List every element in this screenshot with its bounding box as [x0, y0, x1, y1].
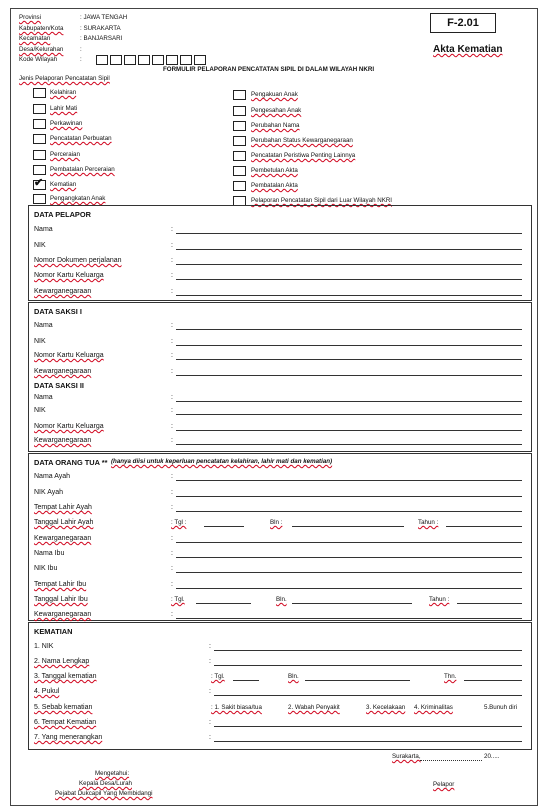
- checkbox-0[interactable]: [33, 88, 46, 98]
- field-label: Nomor Kartu Keluarga: [34, 272, 104, 279]
- kode-wilayah-box[interactable]: [194, 55, 206, 65]
- date-tgl: : Tgl.: [211, 673, 225, 680]
- header-field-label: Kabupaten/Kota: [19, 25, 64, 32]
- field-label: Kewarganegaraan: [34, 611, 92, 618]
- field-colon: :: [171, 581, 173, 588]
- date-tahun-line[interactable]: [446, 526, 522, 527]
- field-label: Nama Ibu: [34, 550, 65, 557]
- kematian-title: KEMATIAN: [34, 627, 73, 636]
- date-bln-line[interactable]: [305, 680, 410, 681]
- header-field-label: Desa/Kelurahan: [19, 46, 64, 53]
- checkbox-right-3[interactable]: [233, 136, 246, 146]
- checkbox-right-0[interactable]: [233, 90, 246, 100]
- field-input-line[interactable]: [176, 345, 522, 346]
- checkbox-right-4[interactable]: [233, 151, 246, 161]
- field-colon: :: [171, 394, 173, 401]
- field-input-line[interactable]: [176, 542, 522, 543]
- date-bln: Bln.: [288, 673, 299, 680]
- checkbox-right-2[interactable]: [233, 121, 246, 131]
- field-colon: :: [209, 643, 211, 650]
- date-tgl-line[interactable]: [196, 603, 251, 604]
- field-input-line[interactable]: [176, 511, 522, 512]
- field-colon: :: [209, 734, 211, 741]
- field-label: Nomor Dokumen perjalanan: [34, 257, 122, 264]
- field-label: 2. Nama Lengkap: [34, 658, 90, 665]
- field-colon: :: [171, 338, 173, 345]
- field-colon: :: [171, 322, 173, 329]
- field-input-line[interactable]: [176, 557, 522, 558]
- kode-wilayah-box[interactable]: [152, 55, 164, 65]
- header-field-value: :: [80, 46, 82, 53]
- kode-wilayah-box[interactable]: [110, 55, 122, 65]
- checkbox-7[interactable]: [33, 194, 46, 204]
- field-colon: :: [171, 489, 173, 496]
- kode-wilayah-box[interactable]: [96, 55, 108, 65]
- field-input-line[interactable]: [176, 329, 522, 330]
- kepala-label: Kepala Desa/Lurah: [79, 780, 132, 787]
- saksi1-title: DATA SAKSI I: [34, 307, 82, 316]
- sebab-option[interactable]: 3. Kecelakaan: [366, 704, 406, 711]
- checkbox-4[interactable]: [33, 150, 46, 160]
- field-input-line[interactable]: [176, 359, 522, 360]
- header-field-label: Provinsi: [19, 14, 42, 21]
- field-input-line[interactable]: [176, 249, 522, 250]
- field-label: NIK: [34, 242, 46, 249]
- field-label: Kewarganegaraan: [34, 368, 92, 375]
- checkbox-label: Pembetulan Akta: [251, 167, 298, 174]
- checkbox-label: Pencatatan Peristiwa Penting Lainnya: [251, 152, 356, 159]
- header-field-value: :: [80, 56, 82, 63]
- checkbox-6[interactable]: [33, 177, 46, 190]
- kode-wilayah-box[interactable]: [166, 55, 178, 65]
- field-input-line[interactable]: [176, 295, 522, 296]
- field-input-line[interactable]: [214, 741, 522, 742]
- place-date: Surakarta,: [392, 753, 421, 760]
- field-input-line[interactable]: [176, 430, 522, 431]
- field-colon: :: [209, 658, 211, 665]
- field-colon: :: [209, 688, 211, 695]
- sebab-option[interactable]: 4. Kriminalitas: [414, 704, 453, 711]
- field-colon: :: [171, 352, 173, 359]
- checkbox-right-5[interactable]: [233, 166, 246, 176]
- field-colon: :: [171, 504, 173, 511]
- field-label: Nomor Kartu Keluarga: [34, 352, 104, 359]
- field-input-line[interactable]: [176, 401, 522, 402]
- date-thn: Thn.: [444, 673, 457, 680]
- header-field-label: Kecamatan: [19, 35, 51, 42]
- field-input-line[interactable]: [176, 496, 522, 497]
- field-input-line[interactable]: [176, 264, 522, 265]
- field-colon: :: [171, 611, 173, 618]
- year: 20.....: [484, 753, 500, 760]
- checkbox-label: Pelaporan Pencatatan Sipil dari Luar Wilayah NKRI: [251, 197, 393, 204]
- field-label: NIK Ayah: [34, 489, 64, 496]
- header-field-value: : BANJARSARI: [80, 35, 123, 42]
- field-label: NIK: [34, 338, 46, 345]
- checkbox-label: Perkawinan: [50, 120, 83, 127]
- field-label: Tempat Lahir Ibu: [34, 581, 87, 588]
- mengetahui-label: Mengetahui:: [95, 770, 130, 777]
- field-label: Nama: [34, 226, 53, 233]
- field-colon: :: [171, 226, 173, 233]
- form-name: Akta Kematian: [433, 44, 503, 55]
- field-colon: :: [171, 423, 173, 430]
- kode-wilayah-box[interactable]: [180, 55, 192, 65]
- pelapor-signature-label: Pelapor: [433, 781, 455, 788]
- field-input-line[interactable]: [176, 444, 522, 445]
- checkbox-3[interactable]: [33, 134, 46, 144]
- checkbox-label: Pengakuan Anak: [251, 91, 298, 98]
- field-input-line[interactable]: [214, 650, 522, 651]
- field-label: Tempat Lahir Ayah: [34, 504, 92, 511]
- date-tgl: : Tgl.: [171, 596, 185, 603]
- field-colon: :: [209, 719, 211, 726]
- checkbox-label: Pembatalan Perceraian: [50, 166, 115, 173]
- field-colon: :: [171, 473, 173, 480]
- kode-wilayah-box[interactable]: [138, 55, 150, 65]
- field-label: 6. Tempat Kematian: [34, 719, 97, 726]
- section-pelapor: [28, 205, 532, 301]
- orangtua-title: DATA ORANG TUA **: [34, 458, 108, 467]
- field-label: Nomor Kartu Keluarga: [34, 423, 104, 430]
- field-label: 3. Tanggal kematian: [34, 673, 97, 680]
- date-tgl-line[interactable]: [204, 526, 244, 527]
- field-input-line[interactable]: [214, 665, 522, 666]
- checkbox-label: Pembatalan Akta: [251, 182, 298, 189]
- date-tahun: Tahun :: [429, 596, 450, 603]
- field-colon: :: [171, 288, 173, 295]
- pelapor-title: DATA PELAPOR: [34, 210, 91, 219]
- field-input-line[interactable]: [176, 279, 522, 280]
- field-colon: :: [171, 565, 173, 572]
- checkbox-label: Perubahan Status Kewarganegaraan: [251, 137, 353, 144]
- checkbox-label: Lahir Mati: [50, 105, 78, 112]
- date-tgl: : Tgl :: [171, 519, 187, 526]
- field-label: NIK Ibu: [34, 565, 58, 572]
- checkbox-label: Pengangkatan Anak: [50, 195, 106, 202]
- jenis-title: Jenis Pelaporan Pencatatan Sipil: [19, 75, 110, 82]
- field-input-line[interactable]: [214, 695, 522, 696]
- form-title: FORMULIR PELAPORAN PENCATATAN SIPIL DI DALAM WILAYAH NKRI: [163, 66, 375, 73]
- field-label: Nama: [34, 394, 53, 401]
- checkbox-5[interactable]: [33, 165, 46, 175]
- field-colon: :: [171, 257, 173, 264]
- date-bln-line[interactable]: [292, 603, 412, 604]
- field-input-line[interactable]: [176, 414, 522, 415]
- field-label: Nama: [34, 322, 53, 329]
- field-label: 7. Yang menerangkan: [34, 734, 103, 741]
- date-bln-line[interactable]: [292, 526, 404, 527]
- field-input-line[interactable]: [176, 480, 522, 481]
- date-thn-line[interactable]: [464, 680, 522, 681]
- section-kematian: [28, 622, 532, 750]
- date-tahun: Tahun :: [418, 519, 439, 526]
- field-colon: :: [171, 242, 173, 249]
- field-label: 5. Sebab kematian: [34, 704, 93, 711]
- checkbox-right-1[interactable]: [233, 106, 246, 116]
- field-colon: :: [171, 368, 173, 375]
- pejabat-label: Pejabat Dukcapil Yang Membidangi: [55, 790, 153, 797]
- field-input-line[interactable]: [176, 233, 522, 234]
- field-colon: :: [171, 407, 173, 414]
- date-bln: Bln.: [276, 596, 287, 603]
- sebab-option-1[interactable]: : 1. Sakit biasa/tua: [211, 704, 262, 711]
- orangtua-note: (hanya diisi untuk keperluan pencatatan kelahiran, lahir mati dan kematian): [111, 458, 333, 465]
- field-input-line[interactable]: [214, 726, 522, 727]
- date-tahun-line[interactable]: [457, 603, 522, 604]
- header-field-value: : SURAKARTA: [80, 25, 121, 32]
- checkmark-icon: ✔: [34, 177, 44, 189]
- checkbox-label: Perceraian: [50, 151, 80, 158]
- checkbox-right-6[interactable]: [233, 181, 246, 191]
- checkbox-label: Perubahan Nama: [251, 122, 300, 129]
- date-bln: Bln :: [270, 519, 283, 526]
- date-dots: [420, 760, 482, 761]
- field-input-line[interactable]: [176, 375, 522, 376]
- field-colon: :: [171, 437, 173, 444]
- field-label: 4. Pukul: [34, 688, 60, 695]
- field-label: NIK: [34, 407, 46, 414]
- checkbox-1[interactable]: [33, 104, 46, 114]
- field-input-line[interactable]: [176, 588, 522, 589]
- header-field-value: : JAWA TENGAH: [80, 14, 128, 21]
- header-field-label: Kode Wilayah: [19, 56, 58, 63]
- form-code: F-2.01: [430, 13, 496, 33]
- field-label: Kewarganegaraan: [34, 288, 92, 295]
- saksi2-title: DATA SAKSI II: [34, 381, 84, 390]
- checkbox-2[interactable]: [33, 119, 46, 129]
- field-label: Nama Ayah: [34, 473, 71, 480]
- field-colon: :: [171, 550, 173, 557]
- date-tgl-line[interactable]: [233, 680, 259, 681]
- checkbox-label: Kematian: [50, 181, 77, 188]
- field-label: 1. NIK: [34, 643, 54, 650]
- field-colon: :: [171, 272, 173, 279]
- field-input-line[interactable]: [176, 618, 522, 619]
- field-label: Tanggal Lahir Ayah: [34, 519, 94, 526]
- sebab-option[interactable]: 2. Wabah Penyakit: [288, 704, 340, 711]
- field-label: Kewarganegaraan: [34, 437, 92, 444]
- sebab-option[interactable]: 5.Bunuh diri: [484, 704, 518, 711]
- checkbox-label: Kelahiran: [50, 89, 77, 96]
- field-label: Kewarganegaraan: [34, 535, 92, 542]
- checkbox-label: Pengesahan Anak: [251, 107, 302, 114]
- field-label: Tanggal Lahir Ibu: [34, 596, 88, 603]
- checkbox-label: Pencatatan Perbuatan: [50, 135, 112, 142]
- kode-wilayah-box[interactable]: [124, 55, 136, 65]
- field-input-line[interactable]: [176, 572, 522, 573]
- field-colon: :: [171, 535, 173, 542]
